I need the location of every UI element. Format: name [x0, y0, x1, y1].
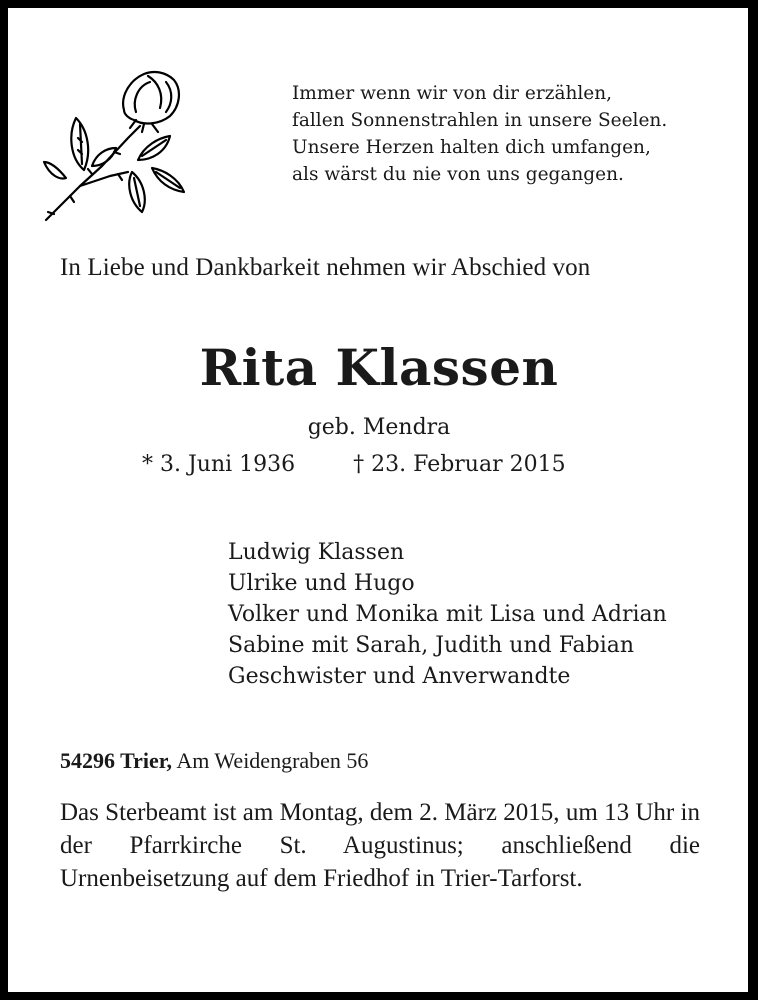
- poem: [292, 80, 667, 188]
- life-dates: [142, 452, 566, 477]
- address-city: 54296 Trier,: [60, 748, 173, 773]
- mourner-line: Ulrike und Hugo: [228, 571, 415, 596]
- service-text: Das Sterbeamt ist am Montag, dem 2. März 2015, um 13 Uhr in der Pfarrkirche St. Augustinus; anschließend die Urnenbeisetzung auf dem Friedhof in Trier-Tarforst.: [60, 799, 700, 892]
- mourner-line: Sabine mit Sarah, Judith und Fabian: [228, 633, 635, 658]
- birth-name: geb. Mendra: [307, 415, 451, 440]
- poem-line: fallen Sonnenstrahlen in unsere Seelen.: [292, 110, 668, 131]
- poem-line: Unsere Herzen halten dich umfangen,: [292, 137, 651, 158]
- mourners-list: [228, 537, 667, 692]
- death-date: † 23. Februar 2015: [353, 452, 566, 477]
- poem-line: Immer wenn wir von dir erzählen,: [292, 83, 613, 104]
- intro-text: In Liebe und Dankbarkeit nehmen wir Abschied von: [60, 254, 591, 281]
- address: [60, 748, 368, 774]
- mourner-line: Geschwister und Anverwandte: [228, 664, 571, 689]
- address-street: Am Weidengraben 56: [172, 748, 369, 773]
- poem-line: als wärst du nie von uns gegangen.: [292, 164, 624, 185]
- rose-icon: [40, 68, 190, 228]
- mourner-line: Ludwig Klassen: [228, 540, 405, 565]
- birth-date: * 3. Juni 1936: [142, 452, 296, 477]
- mourner-line: Volker und Monika mit Lisa und Adrian: [228, 602, 667, 627]
- deceased-name: Rita Klassen: [199, 338, 559, 397]
